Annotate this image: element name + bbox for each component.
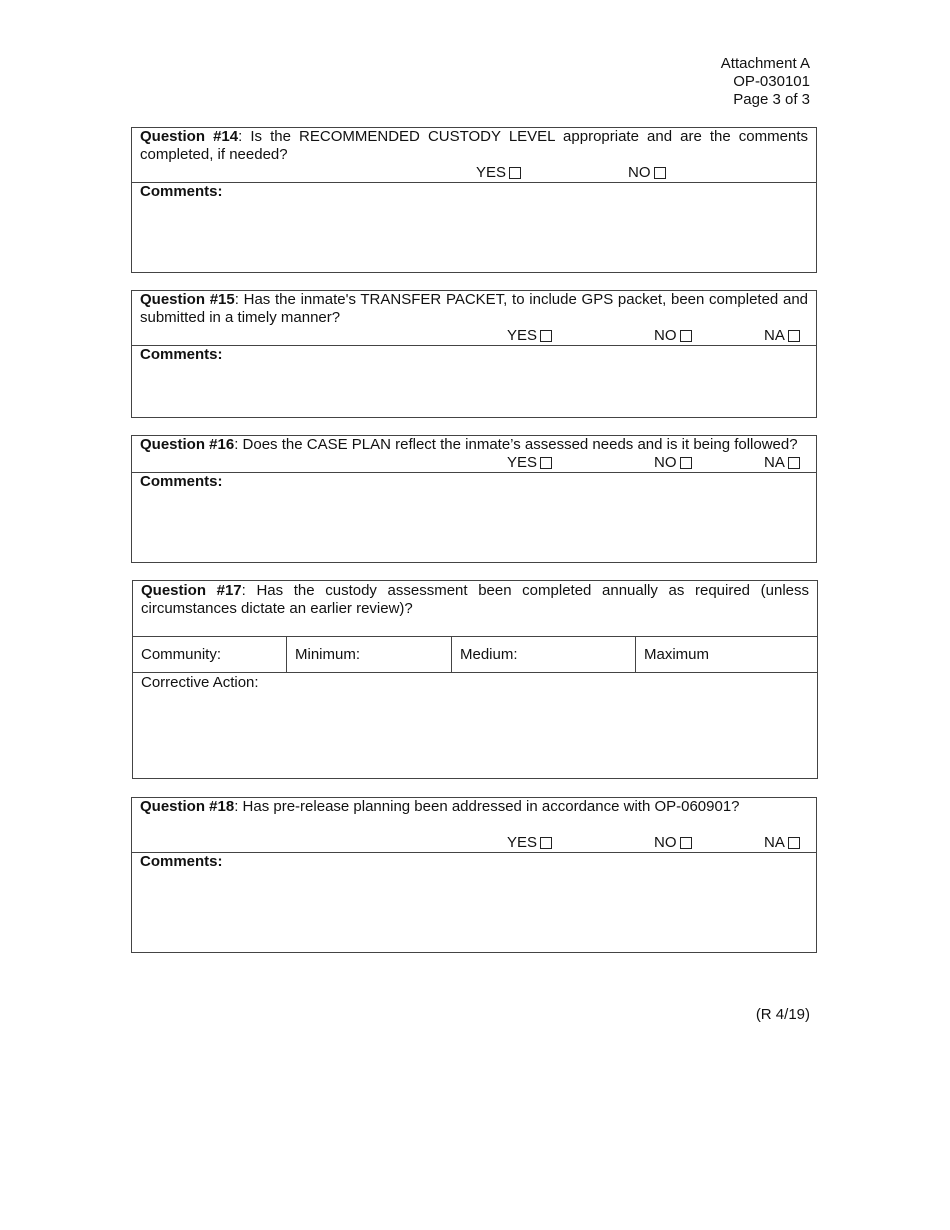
q14-yes-checkbox[interactable] [509, 167, 521, 179]
question-15-text: Question #15: Has the inmate's TRANSFER PACKET, to include GPS packet, been completed and submitted in a timely manner? [140, 291, 809, 326]
q18-na-option[interactable]: NA [764, 834, 800, 852]
q15-na-checkbox[interactable] [788, 330, 800, 342]
q16-na-option[interactable]: NA [764, 454, 800, 472]
level-maximum[interactable]: Maximum [644, 646, 710, 663]
question-16-text: Question #16: Does the CASE PLAN reflect the inmate’s assessed needs and is it being followed? [140, 436, 798, 453]
q14-no-option[interactable]: NO [628, 164, 666, 182]
question-17-label: Question #17 [141, 582, 242, 599]
q16-yes-checkbox[interactable] [540, 457, 552, 469]
question-18-label: Question #18 [140, 798, 235, 815]
q14-no-checkbox[interactable] [654, 167, 666, 179]
question-16-label: Question #16 [140, 436, 235, 453]
question-15-options [132, 327, 816, 345]
question-18-box [131, 797, 817, 953]
q16-na-checkbox[interactable] [788, 457, 800, 469]
question-16-comments-label: Comments: [140, 473, 223, 490]
q18-no-option[interactable]: NO [654, 834, 692, 852]
question-15-comments-label: Comments: [140, 346, 223, 363]
question-18-comments-label: Comments: [140, 853, 223, 870]
q15-yes-checkbox[interactable] [540, 330, 552, 342]
question-18-options [132, 834, 816, 852]
q15-no-checkbox[interactable] [680, 330, 692, 342]
question-14-box [131, 127, 817, 273]
q18-yes-option[interactable]: YES [507, 834, 552, 852]
question-14-options [132, 164, 816, 182]
q15-yes-option[interactable]: YES [507, 327, 552, 345]
q18-yes-checkbox[interactable] [540, 837, 552, 849]
revision-label: (R 4/19) [755, 1006, 810, 1023]
question-16-options [132, 454, 816, 472]
level-minimum[interactable]: Minimum: [287, 637, 452, 672]
document-header [721, 55, 810, 109]
custody-level-row [133, 636, 817, 673]
q16-yes-option[interactable]: YES [507, 454, 552, 472]
q16-no-checkbox[interactable] [680, 457, 692, 469]
policy-number: OP-030101 [733, 73, 810, 90]
question-15-label: Question #15 [140, 291, 235, 308]
attachment-label: Attachment A [720, 55, 810, 72]
corrective-action-label: Corrective Action: [141, 674, 259, 691]
question-14-comments-label: Comments: [140, 183, 223, 200]
level-community[interactable]: Community: [133, 637, 287, 672]
q18-no-checkbox[interactable] [680, 837, 692, 849]
q18-na-checkbox[interactable] [788, 837, 800, 849]
question-15-box [131, 290, 817, 418]
q16-no-option[interactable]: NO [654, 454, 692, 472]
q15-na-option[interactable]: NA [764, 327, 800, 345]
question-18-text: Question #18: Has pre-release planning been addressed in accordance with OP-060901? [140, 798, 740, 815]
q14-yes-option[interactable]: YES [476, 164, 521, 182]
page-number: Page 3 of 3 [733, 91, 810, 108]
question-16-box [131, 435, 817, 563]
question-14-text: Question #14: Is the RECOMMENDED CUSTODY LEVEL appropriate and are the comments completed, if needed? [140, 128, 808, 163]
question-17-text: Question #17: Has the custody assessment been completed annually as required (unless circumstances dictate an earlier review)? [141, 582, 809, 617]
q15-no-option[interactable]: NO [654, 327, 692, 345]
question-17-box [132, 580, 818, 779]
level-medium[interactable]: Medium: [452, 637, 636, 672]
question-14-label: Question #14 [140, 128, 239, 145]
